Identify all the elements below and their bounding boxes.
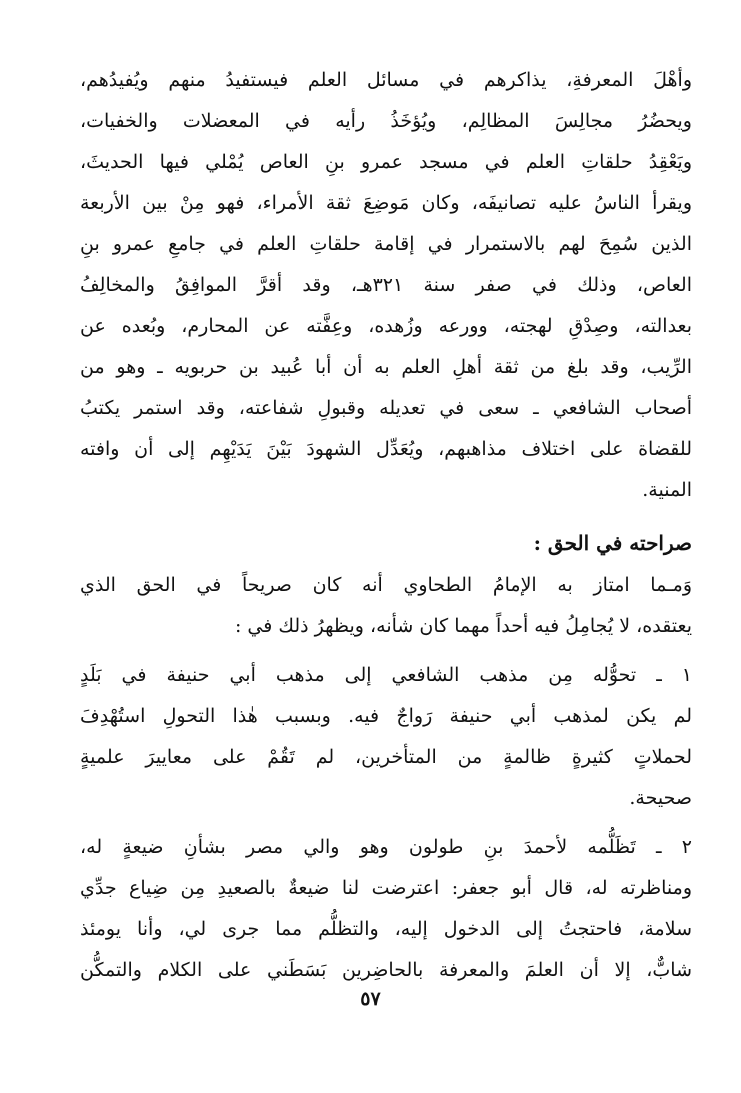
paragraph-3 (80, 655, 692, 819)
text-line: وأهْلَ المعرفةِ، يذاكرهم في مسائل العلم فيستفيدُ منهم ويُفيدُهم، (80, 69, 692, 91)
text-line: سلامة، فاحتجتُ إلى الدخول إليه، والتظلُّم مما جرى لي، وأنا يومئذ (80, 918, 692, 940)
text-line: لحملاتٍ كثيرةٍ ظالمةٍ من المتأخرين، لم تَقُمْ على معاييرَ علميةٍ (80, 746, 692, 768)
paragraph-4 (80, 827, 692, 991)
section-heading: صراحته في الحق : (533, 531, 692, 555)
text-line: بعدالته، وصِدْقِ لهجته، وورعه وزُهده، وعِفَّته عن المحارم، وبُعده عن (80, 315, 692, 337)
paragraph-2 (80, 565, 692, 647)
text-line: وَمـما امتاز به الإمامُ الطحاوي أنه كان صريحاً في الحق الذي (80, 574, 692, 596)
text-line: ويقرأ الناسُ عليه تصانيفَه، وكان مَوضِعَ ثقة الأمراء، فهو مِنْ بين الأربعة (80, 192, 692, 214)
text-line: شابٌّ، إلا أن العلمَ والمعرفة بالحاضِرين بَسَطَني على الكلام والتمكُّن (80, 959, 692, 981)
text-line: ومناظرته له، قال أبو جعفر: اعترضت لنا ضيعةٌ بالصعيدِ مِن ضِياع جدِّي (80, 877, 692, 899)
text-line: ٢ ـ تَظَلُّمه لأحمدَ بنِ طولون وهو والي مصر بشأنِ ضيعةٍ له، (80, 836, 692, 858)
text-line: للقضاة على اختلاف مذاهبهم، ويُعَدِّل الشهودَ بَيْنَ يَدَيْهِم إلى أن وافته (80, 438, 692, 460)
text-line: ١ ـ تحوُّله مِن مذهب الشافعي إلى مذهب أبي حنيفة في بَلَدٍ (80, 664, 692, 686)
page-body (80, 60, 692, 991)
text-line: ويحضُرُ مجالِسَ المظالِم، ويُؤخَذُ رأيه في المعضلات والخفيات، (80, 110, 692, 132)
paragraph-gap (80, 819, 692, 827)
text-line: المنية. (642, 479, 692, 501)
text-line: يعتقده، لا يُجامِلُ فيه أحداً مهما كان شأنه، ويظهرُ ذلك في : (234, 615, 692, 637)
text-line: لم يكن لمذهب أبي حنيفة رَواجٌ فيه. وبسبب هٰذا التحولِ استُهْدِفَ (80, 705, 692, 727)
text-line: الرِّيب، وقد بلغ من ثقة أهلِ العلم به أن أبا عُبيد بن حربويه ـ وهو من (80, 356, 692, 378)
text-line: صحيحة. (629, 787, 692, 809)
text-line: ويَعْقِدُ حلقاتِ العلم في مسجد عمرو بنِ العاص يُمْلي فيها الحديثَ، (80, 151, 692, 173)
text-line: الذين سُمِحَ لهم بالاستمرار في إقامة حلقاتِ العلم في جامعِ عمرو بنِ (80, 233, 692, 255)
text-line: العاص، وذلك في صفر سنة ٣٢١هـ، وقد أقرَّ الموافِقُ والمخالِفُ (80, 274, 692, 296)
paragraph-gap (80, 647, 692, 655)
text-line: أصحاب الشافعي ـ سعى في تعديله وقبولِ شفاعته، وقد استمر يكتبُ (80, 397, 692, 419)
paragraph-1 (80, 60, 692, 511)
page-number: ٥٧ (360, 988, 381, 1010)
